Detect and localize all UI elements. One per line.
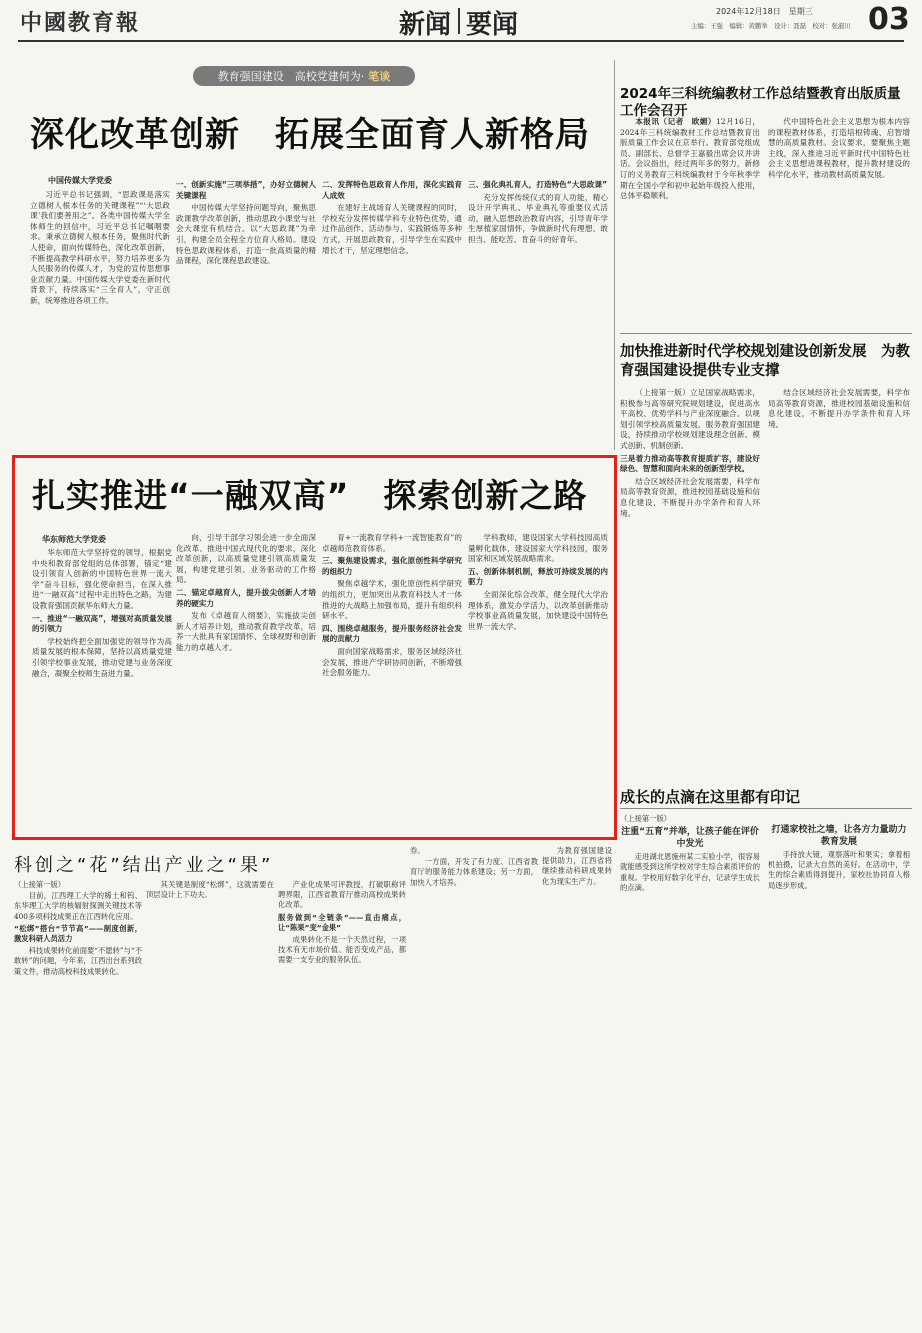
paragraph: 代中国特色社会主义思想为根本内容的课程教材体系，打造培根铸魂、启智增慧的高质量教材。会议要求，要聚焦主题主线，深入推进习近平新时代中国特色社会主义思想进课程教材，提升教材建设的科学化水平，推动教材高质量发展。 — [768, 117, 910, 179]
byline: 本报讯（记者 欧媚） — [635, 117, 716, 126]
right-mid-col-1 — [620, 388, 760, 783]
subhead: 打通家校社之墙，让各方力量助力教育发展 — [771, 825, 907, 847]
section-rule — [620, 808, 912, 809]
column-tag-emphasis: 笔谈 — [368, 70, 391, 83]
top-story-author: 中国传媒大学党委 — [48, 176, 112, 185]
paragraph: 结合区域经济社会发展需要，科学布局高等教育资源，推进校园基础设施和信息化建设，不断提升办学条件和育人环境。 — [620, 476, 760, 518]
bottom-left-headline: 科创之“花”结出产业之“果” — [14, 855, 274, 876]
top-story-col-1 — [30, 190, 170, 447]
bottom-right-col-2 — [768, 814, 910, 1326]
paragraph: （上接第一版）立足国家战略需求，积极参与高等研究院规划建设，促进高水平高校、优势学科与产业深度融合。以规划引领学校高质量发展，服务教育强国建设，持续推动学校规划建设理念创新、模式创新、机制创新。 — [620, 388, 760, 450]
paragraph: 向，引导干部学习领会进一步全面深化改革、推进中国式现代化的要求，深化改革创新，以高质量党建引领高质量发展，构建党建引领、业务驱动的工作格局。 — [176, 533, 316, 585]
right-top-headline: 2024年三科统编教材工作总结暨教育出版质量工作会召开 — [620, 86, 901, 119]
featured-col-3 — [322, 533, 462, 833]
top-story-headline: 深化改革创新 拓展全面育人新格局 — [30, 115, 590, 155]
paragraph: 充分发挥传统仪式的育人功能，精心设计开学典礼、毕业典礼等重要仪式活动，融入思想政治教育内容，引导青年学生厚植家国情怀，争做新时代有理想、敢担当、能吃苦、肯奋斗的好青年。 — [468, 192, 608, 244]
paragraph: 学校始终把全面加强党的领导作为高质量发展的根本保障，坚持以高质量党建引领学校事业发展，推动党建与业务深度融合，凝聚全校师生奋进力量。 — [32, 636, 172, 678]
paragraph: 券。 — [410, 846, 425, 855]
subhead: 三是着力推动高等教育提质扩容，建设好绿色、智慧和面向未来的创新型学校。 — [620, 453, 760, 474]
continued-marker: （上接第一版） — [620, 814, 672, 823]
subhead: 四、围绕卓越服务，提升服务经济社会发展的贡献力 — [322, 623, 462, 644]
featured-col-4 — [468, 533, 608, 833]
issue-date: 2024年12月18日 星期三 — [716, 7, 813, 16]
page-number: 03 — [868, 2, 910, 37]
paragraph: 科技成果转化前面要“不愿转”与“不敢转”的问题，今年来，江西出台系列政策文件，推动高校科技成果转化。 — [14, 946, 142, 976]
featured-col-2 — [176, 533, 316, 833]
subhead: 三、强化典礼育人，打造特色“大思政课” — [468, 180, 608, 189]
featured-col-1 — [32, 548, 172, 833]
paragraph: 中国传媒大学坚持问题导向，聚焦思政课教学改革创新，推动思政小课堂与社会大课堂有机结合。以“大思政课”为牵引，构建全员全程全方位育人格局。建设特色思政课程体系，打造一批高质量的精品课程，深化课程思政建设。 — [176, 203, 316, 266]
paragraph: 在建好主战场育人关键课程的同时，学校充分发挥传媒学科专业特色优势，通过作品创作、活动参与、实践锻炼等多种方式，开展思政教育，引导学生在实践中增长才干，坚定理想信念。 — [322, 203, 462, 255]
paragraph: 结合区域经济社会发展需要，科学布局高等教育资源，推进校园基础设施和信息化建设，不断提升办学条件和育人环境。 — [768, 388, 910, 429]
subhead: 五、创新体制机制，释放可持续发展的内驱力 — [468, 566, 608, 587]
subhead: 一、推进“一融双高”，增强对高质量发展的引领力 — [32, 613, 172, 634]
subhead: “松绑”搭台“节节高”——制度创新，激发科研人员活力 — [14, 923, 142, 944]
paragraph: 一方面，开发了有力度、江西省教育厅的服务能力体系建设；另一方面，加快人才培养。 — [410, 857, 538, 887]
paragraph: 产业化成果可评教授，打破职称评聘界限，江西省教育厅推动高校成果转化改革。 — [278, 880, 406, 910]
paragraph: 为教育强国建设提供助力，江西省将继续推动科研成果转化为现实生产力。 — [542, 846, 612, 886]
paragraph: 走进湖北恩施州某二实验小学，很容易就能感受到这所学校对学生综合素质评价的重视。学校用好数字化平台，记录学生成长的点滴。 — [620, 852, 760, 892]
paragraph: 聚焦卓越学术，强化原创性科学研究的组织力，更加突出从教育科技人才一体推进的大战略上加强布局，提升有组织科研水平。 — [322, 579, 462, 621]
column-divider — [614, 60, 615, 450]
right-mid-col-2 — [768, 388, 910, 783]
editor-credits: 主编：王强 编辑：黄鹏举 设计：聂磊 校对：张淑川 — [691, 22, 851, 30]
masthead-rule — [18, 40, 904, 42]
paragraph: 全面深化综合改革，健全现代大学治理体系，激发办学活力，以改革创新推动学校事业高质量发展，加快建设中国特色世界一流大学。 — [468, 589, 608, 631]
paragraph: 习近平总书记强调，“思政课是落实立德树人根本任务的关键课程”“‘大思政课’我们要善用之”。各类中国传媒大学全体师生的回信中，习近平总书记嘱咽要求。秉承立德树人根本任务，聚焦时代新人使命，面向传媒特色，深化改革创新，不断提高教学科研水平，努力培养更多为人民服务的传媒人才，为党的宣传思想事业贡献力量。中国传媒大学党委在新时代背景下，持续落实“三全育人”，守正创新，统筹推进各项工作。 — [30, 190, 170, 305]
continued-marker: （上接第一版） — [14, 880, 66, 889]
newspaper-logo: 中國教育報 — [20, 10, 141, 36]
featured-headline: 扎实推进“一融双高” 探索创新之路 — [32, 476, 588, 515]
section-rule — [620, 333, 912, 334]
top-story-col-4 — [468, 178, 608, 447]
bottom-left-col-4 — [410, 846, 538, 1326]
paragraph: 发布《卓越育人纲要》，实施拔尖创新人才培养计划，推动教育教学改革，培养一大批具有家国情怀、全球视野和创新能力的卓越人才。 — [176, 611, 316, 652]
bottom-right-headline: 成长的点滴在这里都有印记 — [620, 788, 801, 806]
right-top-col-2 — [768, 117, 910, 327]
subhead: 一、创新实施“三项举措”，办好立德树人关键课程 — [176, 180, 316, 200]
subhead: 二、发挥特色思政育人作用，深化实践育人成效 — [322, 180, 462, 200]
paragraph — [620, 117, 760, 202]
paragraph: 其关键是制度“松绑”，这就需要在顶层设计上下功夫。 — [146, 880, 274, 900]
paragraph: 目前，江西理工大学的稀土和钨、东华理工大学的核辐射探测关键技术等400多项科技成果正在江西转化应用。 — [14, 891, 142, 921]
bottom-left-col-3 — [278, 880, 406, 1326]
bottom-left-col-2 — [146, 880, 274, 1326]
paragraph: 成果转化不是一个天然过程，一项技术有无市场价值、能否变成产品，都需要一支专业的服务队伍。 — [278, 935, 406, 965]
featured-author: 华东师范大学党委 — [42, 535, 106, 544]
column-tag-label: 教育强国建设 高校党建何为· — [217, 70, 365, 83]
column-tag-bar — [193, 66, 415, 86]
bottom-right-col-1 — [620, 814, 760, 1326]
paragraph: 华东师范大学坚持党的领导，根据党中央和教育部党组的总体部署，锚定“建设引领育人创新的中国特色世界一流大学”奋斗目标，强化使命担当，在深入推进“一融双高”过程中走出特色之路，为建设教育强国贡献华东师大力量。 — [32, 548, 172, 610]
section-divider — [458, 8, 460, 34]
subhead: 注重“五育”并举，让孩子能在评价中发光 — [621, 827, 759, 850]
paragraph: 手持放大镜，观察落叶和果实；拿着相机拍摄，记录大自然的美好。在活动中，学生的综合素质得到提升，家校社协同育人格局逐步形成。 — [768, 850, 910, 890]
right-top-col-1 — [620, 117, 760, 327]
section-subtitle: 要闻 — [466, 10, 519, 40]
top-story-col-2 — [176, 178, 316, 447]
paragraph: 学科教师，建设国家大学科技园高质量孵化载体，建设国家大学科技园，服务国家和区域发展战略需求。 — [468, 533, 608, 564]
section-title: 新闻 — [399, 10, 452, 40]
subhead: 二、锚定卓越育人，提升拔尖创新人才培养的硬实力 — [176, 587, 316, 608]
subhead: 三、聚焦建设需求，强化原创性科学研究的组织力 — [322, 556, 462, 576]
paragraph: 育+一流教育学科+一流智能教育”的卓越师范教育体系。 — [322, 533, 462, 553]
lead-text: 12月16日，2024年三科统编教材工作总结暨教育出版质量工作会议在京举行。教育部党组成员、副部长、总督学王嘉毅出席会议并讲话。会议指出，经过两年多的努力，新修订的义务教育三科统编教材于今年秋季学期在全国小学和初中起始年级投入使用，总体平稳顺利。 — [620, 117, 760, 201]
paragraph: 面向国家战略需求，服务区域经济社会发展，推进产学研协同创新，不断增强社会服务能力。 — [322, 646, 462, 678]
bottom-left-col-1 — [14, 880, 142, 1326]
top-story-col-3 — [322, 178, 462, 447]
right-mid-headline: 加快推进新时代学校规划建设创新发展 为教育强国建设提供专业支撑 — [620, 344, 910, 379]
subhead: 服务做到“全链条”——直击痛点，让“陈果”变“金果” — [278, 912, 406, 932]
bottom-left-col-5 — [542, 846, 612, 1326]
masthead — [0, 0, 922, 44]
